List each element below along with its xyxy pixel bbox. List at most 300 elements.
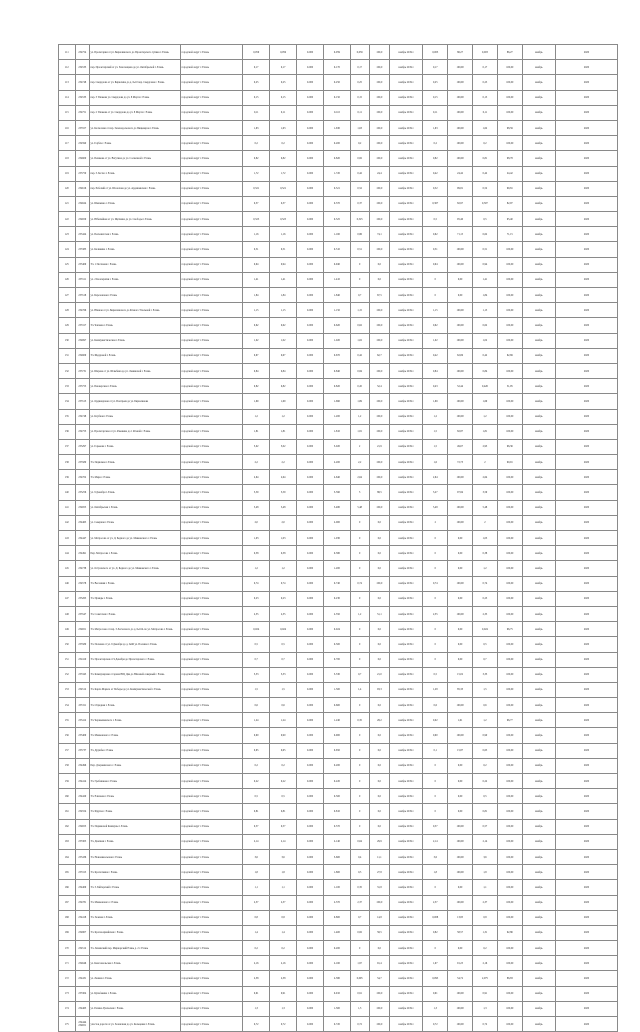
year: 2020 bbox=[555, 622, 617, 637]
value-a: 0,82 bbox=[423, 151, 448, 166]
km-end: 2-140 bbox=[323, 834, 350, 849]
municipality: городской округ г. Елань bbox=[181, 348, 243, 363]
length-a: 1,15 bbox=[270, 303, 297, 318]
value-a: 0,42 bbox=[423, 348, 448, 363]
done-length: 0 bbox=[350, 561, 369, 576]
km-start: 0-000 bbox=[297, 774, 324, 789]
row-number: 157 bbox=[59, 743, 76, 758]
period: ноябрь 2019 г. bbox=[390, 151, 423, 166]
length-a: 0,82 bbox=[270, 151, 297, 166]
done-length: 0,17 bbox=[350, 60, 369, 75]
total-length: 0,7 bbox=[243, 652, 270, 667]
value-a: 1,97 bbox=[423, 956, 448, 971]
row-number: 140 bbox=[59, 485, 76, 500]
km-end: 2-000 bbox=[323, 515, 350, 530]
object-id: 255297 bbox=[75, 439, 89, 454]
percent-a: 0,00 bbox=[448, 561, 473, 576]
value-a: 1,6 bbox=[423, 455, 448, 470]
percent-b: 100,00 bbox=[497, 834, 522, 849]
month: ноябрь bbox=[522, 880, 555, 895]
value-b: 3,6 bbox=[473, 849, 498, 864]
row-number: 146 bbox=[59, 576, 76, 591]
done-length: 0,86 bbox=[350, 227, 369, 242]
total-length: 1,72 bbox=[243, 166, 270, 181]
percent-a: 0,00 bbox=[448, 622, 473, 637]
percent-b: 100,00 bbox=[497, 60, 522, 75]
object-id: 254414 bbox=[75, 774, 89, 789]
km-start: 0-000 bbox=[297, 1017, 324, 1032]
road-name: ул. Южная от ул. Бирюлинского до Речного Упольной г. Елань bbox=[90, 303, 181, 318]
km-end: 1-200 bbox=[323, 409, 350, 424]
month: ноябрь bbox=[522, 227, 555, 242]
road-name: ул. Пионерская г. Елань bbox=[90, 379, 181, 394]
km-start: 0-000 bbox=[297, 242, 324, 257]
period: ноябрь 2019 г. bbox=[390, 227, 423, 242]
period: ноябрь 2019 г. bbox=[390, 713, 423, 728]
done-length: 0,25 bbox=[350, 75, 369, 90]
done-percent: 0,0 bbox=[369, 743, 390, 758]
table-row bbox=[59, 470, 618, 485]
km-end: 1-690 bbox=[323, 394, 350, 409]
municipality: городской округ г. Елань bbox=[181, 485, 243, 500]
year: 2020 bbox=[555, 257, 617, 272]
table-row bbox=[59, 834, 618, 849]
km-start: 0-000 bbox=[297, 394, 324, 409]
municipality: городской округ г. Елань bbox=[181, 606, 243, 621]
month: ноябрь bbox=[522, 652, 555, 667]
object-id: 255580 bbox=[75, 637, 89, 652]
row-number: 147 bbox=[59, 591, 76, 606]
total-length: 0,90 bbox=[243, 728, 270, 743]
km-start: 0-000 bbox=[297, 622, 324, 637]
object-id: 254955 bbox=[75, 500, 89, 515]
table-row bbox=[59, 318, 618, 333]
row-number: 141 bbox=[59, 500, 76, 515]
year: 2020 bbox=[555, 667, 617, 682]
percent-b: 100,00 bbox=[497, 394, 522, 409]
percent-b: 96,36 bbox=[497, 439, 522, 454]
km-start: 0-000 bbox=[297, 1001, 324, 1016]
percent-a: 97,84 bbox=[448, 485, 473, 500]
total-length: 0,2 bbox=[243, 758, 270, 773]
value-b: 0,2 bbox=[473, 758, 498, 773]
period: ноябрь 2019 г. bbox=[390, 318, 423, 333]
total-length: 0,2 bbox=[243, 941, 270, 956]
row-number: 156 bbox=[59, 728, 76, 743]
percent-a: 100,00 bbox=[448, 849, 473, 864]
table-row bbox=[59, 698, 618, 713]
done-length: 2 bbox=[350, 439, 369, 454]
year: 2020 bbox=[555, 75, 617, 90]
done-percent: 0,0 bbox=[369, 819, 390, 834]
total-length: 3,02 bbox=[243, 439, 270, 454]
percent-a: 15,02 bbox=[448, 667, 473, 682]
done-percent: 100,0 bbox=[369, 151, 390, 166]
km-end: 0-800 bbox=[323, 910, 350, 925]
km-start: 0-000 bbox=[297, 743, 324, 758]
object-id: 254533 bbox=[75, 60, 89, 75]
km-start: 0-000 bbox=[297, 196, 324, 211]
length-a: 0,65 bbox=[270, 743, 297, 758]
row-number: 115 bbox=[59, 105, 76, 120]
km-end: 0-620 bbox=[323, 318, 350, 333]
object-id: 255518 bbox=[75, 288, 89, 303]
km-start: 0-000 bbox=[297, 986, 324, 1001]
object-id: 254624 bbox=[75, 196, 89, 211]
road-name: Ул. Советская г. Елань bbox=[90, 606, 181, 621]
municipality: городской округ г. Елань bbox=[181, 925, 243, 940]
length-a: 1,1 bbox=[270, 880, 297, 895]
year: 2020 bbox=[555, 865, 617, 880]
municipality: городской округ г. Елань bbox=[181, 333, 243, 348]
value-b: 1,02 bbox=[473, 333, 498, 348]
km-start: 0-000 bbox=[297, 682, 324, 697]
value-a: 1,5 bbox=[423, 439, 448, 454]
road-name: Ул. Весенняя г. Елань bbox=[90, 576, 181, 591]
row-number: 174 bbox=[59, 1001, 76, 1016]
percent-a: 0,00 bbox=[448, 591, 473, 606]
done-length: 0,37 bbox=[350, 196, 369, 211]
row-number: 168 bbox=[59, 910, 76, 925]
done-length: 0,64 bbox=[350, 834, 369, 849]
period: ноябрь 2019 г. bbox=[390, 348, 423, 363]
value-b: 0,22 bbox=[473, 774, 498, 789]
period: ноябрь 2019 г. bbox=[390, 758, 423, 773]
percent-a: 100,00 bbox=[448, 363, 473, 378]
percent-a: 100,00 bbox=[448, 819, 473, 834]
period: ноябрь 2019 г. bbox=[390, 622, 423, 637]
percent-a: 91,25 bbox=[448, 956, 473, 971]
row-number: 150 bbox=[59, 637, 76, 652]
done-percent: 74,1 bbox=[369, 227, 390, 242]
table-row bbox=[59, 151, 618, 166]
done-length: 0,72 bbox=[350, 1017, 369, 1032]
year: 2020 bbox=[555, 515, 617, 530]
percent-a: 72,73 bbox=[448, 455, 473, 470]
percent-b: 86,27 bbox=[497, 45, 522, 60]
done-percent: 91,4 bbox=[369, 956, 390, 971]
percent-a: 62,69 bbox=[448, 348, 473, 363]
percent-a: 100,00 bbox=[448, 409, 473, 424]
municipality: городской округ г. Елань bbox=[181, 667, 243, 682]
total-length: 3,59 bbox=[243, 485, 270, 500]
percent-a: 1,61 bbox=[448, 713, 473, 728]
total-length: 0,8 bbox=[243, 910, 270, 925]
value-a: 0,62 bbox=[423, 318, 448, 333]
done-length: 3 bbox=[350, 485, 369, 500]
road-name: ул. Песковатская г. Елань bbox=[90, 227, 181, 242]
percent-b: 100,00 bbox=[497, 910, 522, 925]
municipality: городской округ г. Елань bbox=[181, 90, 243, 105]
done-percent: 54,7 bbox=[369, 971, 390, 986]
length-a: 1,81 bbox=[270, 424, 297, 439]
length-a: 0,22 bbox=[270, 774, 297, 789]
month: ноябрь bbox=[522, 774, 555, 789]
done-percent: 100,0 bbox=[369, 424, 390, 439]
year: 2020 bbox=[555, 849, 617, 864]
year: 2020 bbox=[555, 318, 617, 333]
period: ноябрь 2019 г. bbox=[390, 774, 423, 789]
year: 2020 bbox=[555, 925, 617, 940]
year: 2020 bbox=[555, 212, 617, 227]
length-a: 1,5 bbox=[270, 682, 297, 697]
km-start: 0-000 bbox=[297, 318, 324, 333]
month: ноябрь bbox=[522, 865, 555, 880]
road-name: участок дороги от ул. Зеленчная до ул. Кольцевая г. Елань bbox=[90, 1017, 181, 1032]
row-number: 122 bbox=[59, 212, 76, 227]
value-a: 2,14 bbox=[423, 834, 448, 849]
municipality: городской округ г. Елань bbox=[181, 576, 243, 591]
row-number: 139 bbox=[59, 470, 76, 485]
value-a: 0 bbox=[423, 531, 448, 546]
done-length: 0 bbox=[350, 257, 369, 272]
row-number: 149 bbox=[59, 622, 76, 637]
percent-b: 98,78 bbox=[497, 151, 522, 166]
done-percent: 100,0 bbox=[369, 986, 390, 1001]
value-b: 1,2 bbox=[473, 561, 498, 576]
percent-b: 100,00 bbox=[497, 667, 522, 682]
percent-b: 100,00 bbox=[497, 333, 522, 348]
done-length: 0 bbox=[350, 804, 369, 819]
road-name: Ул. Мира г. Елань bbox=[90, 470, 181, 485]
object-id: 255409 bbox=[75, 728, 89, 743]
percent-a: 0,00 bbox=[448, 637, 473, 652]
year: 2020 bbox=[555, 105, 617, 120]
length-a: 1,69 bbox=[270, 394, 297, 409]
km-start: 0-000 bbox=[297, 166, 324, 181]
period: ноябрь 2019 г. bbox=[390, 455, 423, 470]
row-number: 169 bbox=[59, 925, 76, 940]
period: ноябрь 2019 г. bbox=[390, 606, 423, 621]
value-a: 0 bbox=[423, 637, 448, 652]
km-end: 3-600 bbox=[323, 849, 350, 864]
year: 2020 bbox=[555, 500, 617, 515]
road-name: ул. Клубная г. Елань bbox=[90, 409, 181, 424]
object-id: 255383 bbox=[75, 242, 89, 257]
length-a: 1,16 bbox=[270, 227, 297, 242]
value-b: 0,38 bbox=[473, 546, 498, 561]
length-a: 0,024 bbox=[270, 622, 297, 637]
total-length: 1,4 bbox=[243, 925, 270, 940]
km-end: 0-150 bbox=[323, 90, 350, 105]
done-percent: 0,0 bbox=[369, 941, 390, 956]
year: 2020 bbox=[555, 698, 617, 713]
total-length: 5,48 bbox=[243, 500, 270, 515]
value-b: 0,65 bbox=[473, 743, 498, 758]
percent-a: 0,00 bbox=[448, 272, 473, 287]
year: 2020 bbox=[555, 910, 617, 925]
year: 2020 bbox=[555, 1001, 617, 1016]
month: ноябрь bbox=[522, 120, 555, 135]
value-a: 0,62 bbox=[423, 227, 448, 242]
done-percent: 0,0 bbox=[369, 515, 390, 530]
percent-a: 54,72 bbox=[448, 971, 473, 986]
total-length: 1,8 bbox=[243, 865, 270, 880]
length-a: 1,8 bbox=[270, 865, 297, 880]
road-name: Ул. Днепная г. Елань bbox=[90, 834, 181, 849]
object-id: 254753 bbox=[75, 424, 89, 439]
km-end: 1-200 bbox=[323, 561, 350, 576]
road-name: пер. Рабочий от ул. Шолохова до ул. Ардашевская г. Елань bbox=[90, 181, 181, 196]
done-percent: 21,9 bbox=[369, 439, 390, 454]
value-b: 0,91 bbox=[473, 986, 498, 1001]
km-start: 0-000 bbox=[297, 181, 324, 196]
year: 2020 bbox=[555, 272, 617, 287]
km-end: 0-370 bbox=[323, 196, 350, 211]
year: 2020 bbox=[555, 652, 617, 667]
month: ноябрь bbox=[522, 1017, 555, 1032]
municipality: городской округ г. Елань bbox=[181, 652, 243, 667]
road-name: ул. Октябрьская г. Елань bbox=[90, 500, 181, 515]
done-percent: 100,0 bbox=[369, 455, 390, 470]
table-row bbox=[59, 941, 618, 956]
road-name: Ул. Гребешкова г. Елань bbox=[90, 774, 181, 789]
done-length: 0 bbox=[350, 515, 369, 530]
percent-b: 100,00 bbox=[497, 561, 522, 576]
table-row bbox=[59, 895, 618, 910]
km-start: 0-000 bbox=[297, 728, 324, 743]
object-id: 255547 bbox=[75, 606, 89, 621]
value-a: 0,43 bbox=[423, 379, 448, 394]
value-b: 0,94 bbox=[473, 257, 498, 272]
value-b: 0,024 bbox=[473, 622, 498, 637]
km-start: 0-000 bbox=[297, 333, 324, 348]
municipality: городской округ г. Елань bbox=[181, 45, 243, 60]
value-b: 0,003 bbox=[473, 45, 498, 60]
value-b: 2,14 bbox=[473, 834, 498, 849]
length-a: 2,64 bbox=[270, 470, 297, 485]
object-id: 254646 bbox=[75, 956, 89, 971]
period: ноябрь 2019 г. bbox=[390, 546, 423, 561]
value-a: 0,307 bbox=[423, 196, 448, 211]
row-number: 127 bbox=[59, 288, 76, 303]
row-number: 133 bbox=[59, 379, 76, 394]
value-b: 0,25 bbox=[473, 75, 498, 90]
value-b: 0,2 bbox=[473, 136, 498, 151]
object-id: 254600 bbox=[75, 151, 89, 166]
percent-b: 82,97 bbox=[497, 196, 522, 211]
total-length: 0,2 bbox=[243, 136, 270, 151]
month: ноябрь bbox=[522, 667, 555, 682]
percent-b: 100,00 bbox=[497, 758, 522, 773]
value-a: 0,2 bbox=[423, 136, 448, 151]
length-a: 0,23 bbox=[270, 591, 297, 606]
period: ноябрь 2019 г. bbox=[390, 242, 423, 257]
length-a: 0,81 bbox=[270, 804, 297, 819]
period: ноябрь 2019 г. bbox=[390, 789, 423, 804]
row-number: 170 bbox=[59, 941, 76, 956]
done-percent: 100,0 bbox=[369, 212, 390, 227]
object-id: 255345 bbox=[75, 667, 89, 682]
value-a: 0,74 bbox=[423, 576, 448, 591]
month: ноябрь bbox=[522, 212, 555, 227]
km-start: 0-000 bbox=[297, 789, 324, 804]
done-percent: 100,0 bbox=[369, 895, 390, 910]
object-id: 254748 bbox=[75, 409, 89, 424]
km-start: 0-000 bbox=[297, 834, 324, 849]
period: ноябрь 2019 г. bbox=[390, 212, 423, 227]
object-id: 255511 bbox=[75, 272, 89, 287]
municipality: городской округ г. Елань bbox=[181, 834, 243, 849]
km-end: 0-200 bbox=[323, 758, 350, 773]
period: ноябрь 2019 г. bbox=[390, 591, 423, 606]
municipality: городской округ г. Елань bbox=[181, 303, 243, 318]
total-length: 1,3 bbox=[243, 1001, 270, 1016]
period: ноябрь 2019 г. bbox=[390, 303, 423, 318]
table-row bbox=[59, 166, 618, 181]
length-a: 0,38 bbox=[270, 546, 297, 561]
municipality: городской округ г. Елань bbox=[181, 804, 243, 819]
row-number: 175 bbox=[59, 1017, 76, 1032]
municipality: городской округ г. Елань bbox=[181, 212, 243, 227]
km-start: 0-000 bbox=[297, 379, 324, 394]
km-start: 0-000 bbox=[297, 105, 324, 120]
done-percent: 100,0 bbox=[369, 242, 390, 257]
table-row bbox=[59, 804, 618, 819]
row-number: 171 bbox=[59, 956, 76, 971]
length-a: 0,5 bbox=[270, 637, 297, 652]
total-length: 1,16 bbox=[243, 227, 270, 242]
month: ноябрь bbox=[522, 151, 555, 166]
object-id: 254655 bbox=[75, 819, 89, 834]
row-number: 131 bbox=[59, 348, 76, 363]
object-id: 254554 bbox=[75, 804, 89, 819]
row-number: 162 bbox=[59, 819, 76, 834]
km-end: 3-590 bbox=[323, 485, 350, 500]
row-number: 118 bbox=[59, 151, 76, 166]
value-b: 0,84 bbox=[473, 363, 498, 378]
row-number: 125 bbox=[59, 257, 76, 272]
total-length: 1,02 bbox=[243, 333, 270, 348]
object-id: 254491 bbox=[75, 546, 89, 561]
municipality: городской округ г. Елань bbox=[181, 470, 243, 485]
value-a: 1,15 bbox=[423, 303, 448, 318]
value-a: 0 bbox=[423, 591, 448, 606]
done-percent: 100,0 bbox=[369, 1017, 390, 1032]
value-a: 2,37 bbox=[423, 895, 448, 910]
period: ноябрь 2019 г. bbox=[390, 272, 423, 287]
row-number: 159 bbox=[59, 774, 76, 789]
done-length: 1,69 bbox=[350, 394, 369, 409]
done-percent: 100,0 bbox=[369, 105, 390, 120]
year: 2020 bbox=[555, 394, 617, 409]
row-number: 128 bbox=[59, 303, 76, 318]
object-id: 254738 bbox=[75, 561, 89, 576]
percent-a: 49,67 bbox=[448, 439, 473, 454]
road-name: ул. 2 Кооператив г. Елань bbox=[90, 272, 181, 287]
month: ноябрь bbox=[522, 910, 555, 925]
road-name: Ул. Чапаева г. Елань bbox=[90, 318, 181, 333]
row-number: 113 bbox=[59, 75, 76, 90]
row-number: 121 bbox=[59, 196, 76, 211]
municipality: городской округ г. Елань bbox=[181, 409, 243, 424]
table-row bbox=[59, 728, 618, 743]
total-length: 3,6 bbox=[243, 849, 270, 864]
table-row bbox=[59, 682, 618, 697]
object-id: 254807 bbox=[75, 925, 89, 940]
value-b: 2,075 bbox=[473, 971, 498, 986]
road-name: ул. Кульбакина г. Елань bbox=[90, 986, 181, 1001]
length-a: 2,16 bbox=[270, 956, 297, 971]
total-length: 2,14 bbox=[243, 834, 270, 849]
km-start: 0-000 bbox=[297, 804, 324, 819]
road-name: Ул. Карла Маркса от Победы до ул. Коммунистической г. Елань bbox=[90, 682, 181, 697]
table-row bbox=[59, 105, 618, 120]
value-b: 0,5 bbox=[473, 789, 498, 804]
year: 2020 bbox=[555, 181, 617, 196]
row-number: 137 bbox=[59, 439, 76, 454]
year: 2020 bbox=[555, 485, 617, 500]
